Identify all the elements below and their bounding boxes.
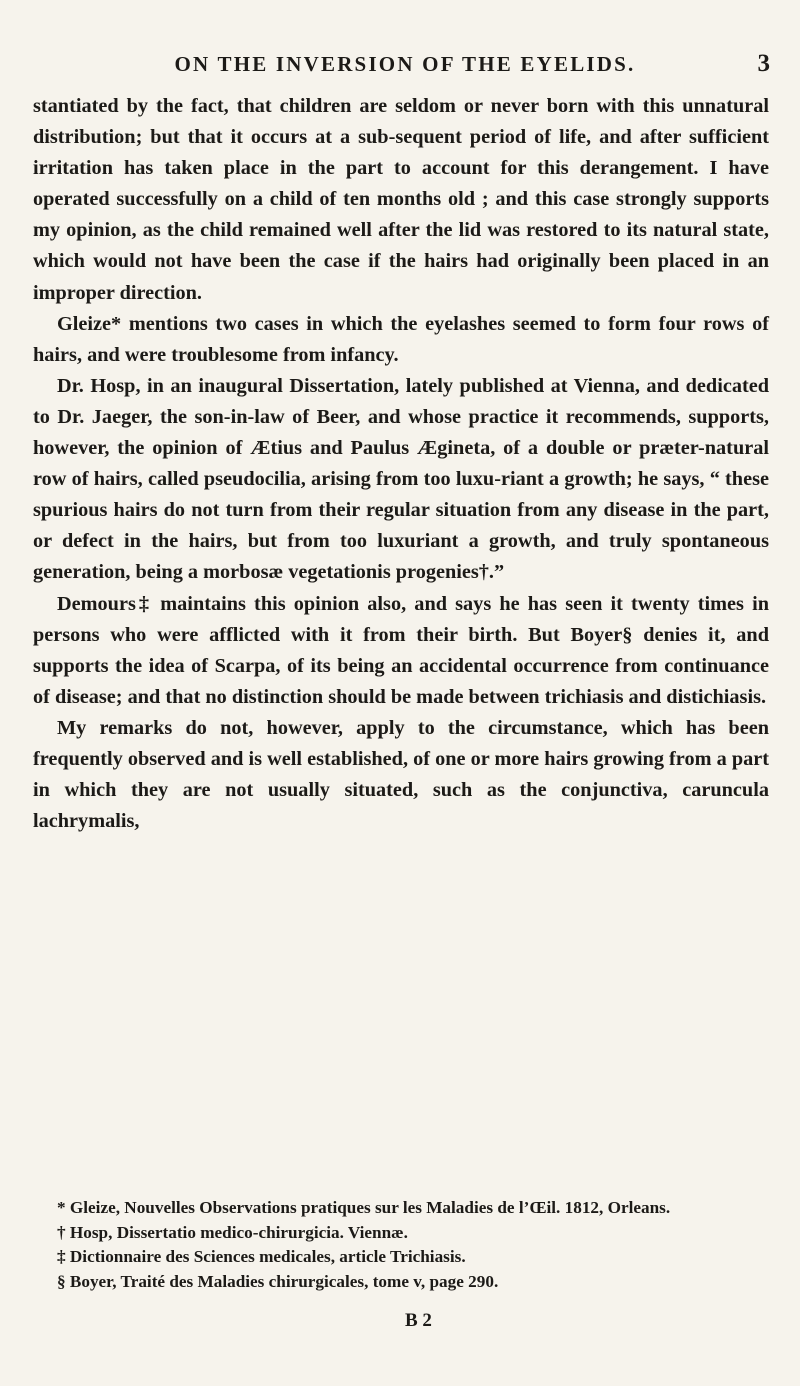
footnote: § Boyer, Traité des Maladies chirurgicales, tome v, page 290.: [57, 1271, 499, 1291]
page-number: 3: [757, 50, 770, 77]
paragraph: Demours‡ maintains this opinion also, and says he has seen it twenty times in persons who were afflicted with it from their birth. But Boyer§ denies it, and supports the idea of Scarpa, of its being an accidental occurrence from continuance of disease; and that no distinction should be made between trichiasis and distichiasis.: [33, 592, 769, 708]
paragraph: Gleize* mentions two cases in which the eyelashes seemed to form four rows of hairs, and were troublesome from infancy.: [33, 312, 769, 366]
footnote: * Gleize, Nouvelles Observations pratiques sur les Maladies de l’Œil. 1812, Orleans.: [57, 1198, 671, 1217]
paragraph: stantiated by the fact, that children are seldom or never born with this unnatural distribution; but that it occurs at a sub-sequent period of life, and after sufficient irritation has taken place in the part to account for this derangement. I have operated successfully on a child of ten months old ; and this case strongly supports my opinion, as the child remained well after the lid was restored to its natural state, which would not have been the case if the hairs had originally been placed in an improper direction.: [33, 95, 769, 304]
footnote: † Hosp, Dissertatio medico-chirurgicia. Viennæ.: [57, 1222, 408, 1242]
paragraph: Dr. Hosp, in an inaugural Dissertation, lately published at Vienna, and dedicated to Dr. Jaeger, the son-in-law of Beer, and whose practice it recommends, supports, however, the opinion of Ætius and Paulus Ægineta, of a double or præter-natural row of hairs, called pseudocilia, arising from too luxu-riant a growth; he says, “ these spurious hairs do not turn from their regular situation from any disease in the part, or defect in the hairs, but from too luxuriant a growth, and truly spontaneous generation, being a morbosæ vegetationis progenies†.”: [33, 374, 769, 584]
body-text: [33, 91, 769, 837]
signature-mark: B 2: [405, 1310, 432, 1331]
footnote: ‡ Dictionnaire des Sciences medicales, article Trichiasis.: [57, 1247, 466, 1266]
running-head: [40, 52, 770, 82]
footnotes: [33, 1196, 769, 1294]
running-title: ON THE INVERSION OF THE EYELIDS.: [174, 52, 636, 76]
paragraph: My remarks do not, however, apply to the circumstance, which has been frequently observed and is well established, of one or more hairs growing from a part in which they are not usually situated, such as the conjunctiva, caruncula lachrymalis,: [33, 716, 769, 833]
